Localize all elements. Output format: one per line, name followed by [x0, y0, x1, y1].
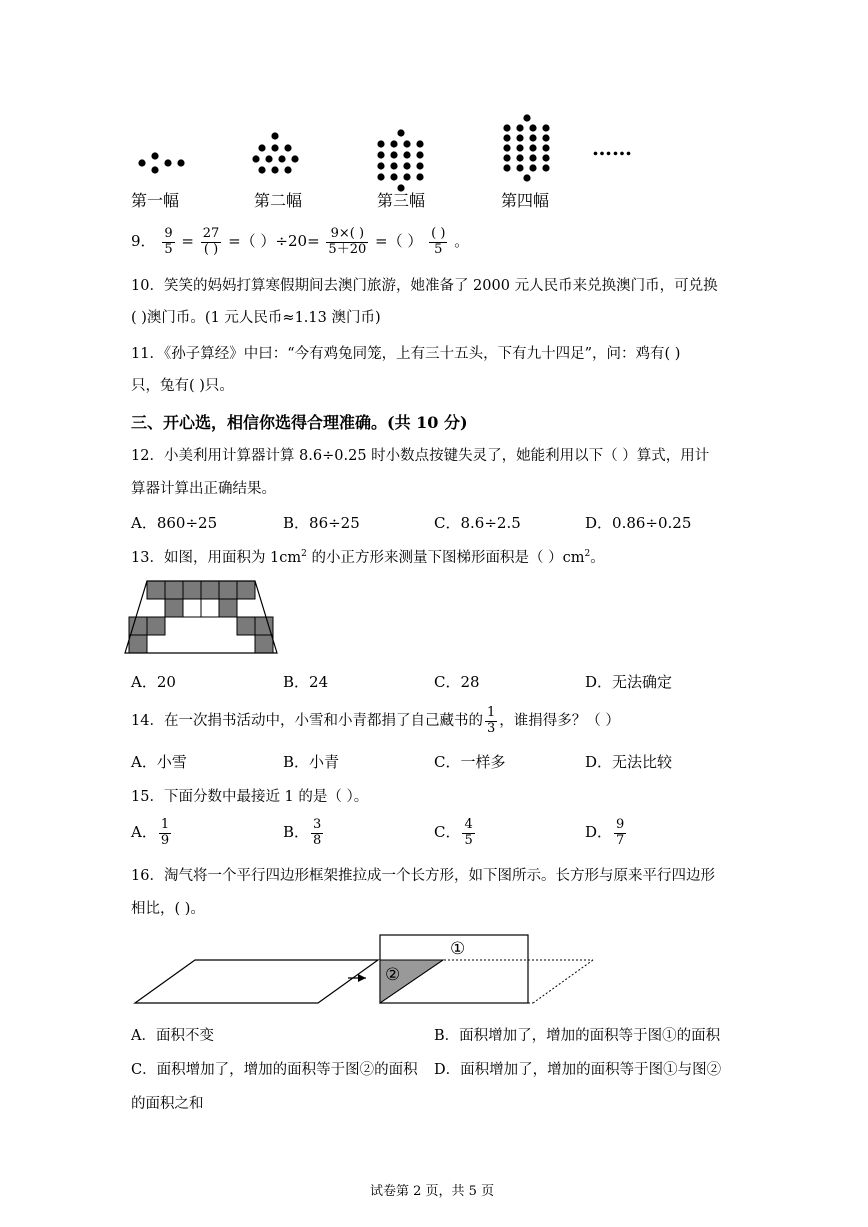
pattern-dot — [542, 124, 549, 131]
q13-option-a[interactable]: A．20 — [131, 673, 176, 691]
q16-option-c[interactable]: C．面积增加了，增加的面积等于图②的面积 — [131, 1062, 418, 1078]
pattern-dot — [529, 134, 536, 141]
grid-square — [219, 599, 237, 617]
pattern-dot — [416, 162, 423, 169]
q15-option-b[interactable]: B． $\frac{3}{8}$ — [283, 816, 322, 848]
grid-square — [237, 617, 255, 635]
pattern-dot — [529, 144, 536, 151]
pattern-dot — [390, 162, 397, 169]
pattern-dot — [377, 151, 384, 158]
question-14: 14．在一次捐书活动中，小雪和小青都捐了自己藏书的 $\frac{1}{3}$ ，谁捐得多？（ ） — [131, 704, 620, 736]
q14-option-d[interactable]: D．无法比较 — [585, 753, 673, 771]
pattern-dot — [258, 166, 265, 173]
section-3-heading: 三、开心选，相信你选得合理准确。(共 10 分) — [131, 413, 468, 432]
pattern-dot — [503, 124, 510, 131]
question-12-line1: 12．小美利用计算器计算 8.6÷0.25 时小数点按键失灵了，她能利用以下（ ）算式，用计 — [131, 448, 710, 464]
pattern-dot — [516, 154, 523, 161]
grid-square — [201, 599, 219, 617]
pattern-dot — [542, 154, 549, 161]
mark-2: ② — [385, 965, 401, 985]
grid-square — [219, 581, 237, 599]
pattern-dot — [416, 140, 423, 147]
grid-square — [165, 599, 183, 617]
grid-square — [255, 635, 273, 653]
q16-option-a[interactable]: A．面积不变 — [131, 1028, 214, 1044]
pattern-dot — [529, 164, 536, 171]
pattern-ellipsis: …… — [592, 136, 632, 160]
pattern-dot — [503, 164, 510, 171]
q15-option-a[interactable]: A． $\frac{1}{9}$ — [131, 816, 170, 848]
pattern-label-3: 第三幅 — [377, 191, 426, 210]
fraction-9-5: $\frac{9}{5}$ — [164, 225, 173, 257]
pattern-dot — [397, 129, 404, 136]
pattern-dot — [542, 164, 549, 171]
pattern-dot — [403, 173, 410, 180]
dot-pattern-figure — [0, 0, 868, 200]
pattern-dot — [151, 152, 158, 159]
grid-square — [201, 581, 219, 599]
pattern-dot — [284, 144, 291, 151]
pattern-dot — [529, 124, 536, 131]
grid-square — [147, 581, 165, 599]
pattern-dot — [542, 144, 549, 151]
pattern-dot — [390, 151, 397, 158]
pattern-dot — [138, 159, 145, 166]
pattern-label-1: 第一幅 — [131, 191, 180, 210]
pattern-dot — [503, 154, 510, 161]
grid-square — [183, 581, 201, 599]
pattern-label-2: 第二幅 — [254, 191, 303, 210]
q12-option-a[interactable]: A．860÷25 — [131, 514, 218, 532]
pattern-dot — [503, 144, 510, 151]
pattern-dot — [278, 155, 285, 162]
grid-square — [129, 635, 147, 653]
pattern-dot — [516, 124, 523, 131]
pattern-dot — [403, 151, 410, 158]
q15-option-d[interactable]: D． $\frac{9}{7}$ — [585, 816, 625, 848]
pattern-dot — [503, 134, 510, 141]
question-16-line2: 相比，( )。 — [131, 901, 205, 917]
pattern-dot — [271, 132, 278, 139]
pattern-dot — [403, 140, 410, 147]
pattern-dot — [516, 144, 523, 151]
pattern-dot — [284, 166, 291, 173]
pattern-dot — [523, 174, 530, 181]
pattern-dot — [377, 162, 384, 169]
q12-option-c[interactable]: C．8.6÷2.5 — [434, 514, 521, 532]
q14-option-c[interactable]: C．一样多 — [434, 753, 506, 771]
q14-option-a[interactable]: A．小雪 — [131, 753, 187, 771]
page-footer: 试卷第 2 页，共 5 页 — [370, 1184, 495, 1199]
pattern-dot — [416, 151, 423, 158]
q16-option-d[interactable]: D．面积增加了，增加的面积等于图①与图② — [434, 1062, 722, 1078]
question-15: 15．下面分数中最接近 1 的是（ ）。 — [131, 789, 369, 805]
q12-option-d[interactable]: D．0.86÷0.25 — [585, 514, 692, 532]
pattern-dot — [523, 114, 530, 121]
pattern-dot — [377, 173, 384, 180]
grid-square — [165, 581, 183, 599]
pattern-dot — [403, 162, 410, 169]
q13-option-d[interactable]: D．无法确定 — [585, 673, 673, 691]
pattern-dot — [271, 166, 278, 173]
grid-square — [237, 581, 255, 599]
q15-option-c[interactable]: C． $\frac{4}{5}$ — [434, 816, 473, 848]
pattern-dot — [529, 154, 536, 161]
question-9: 9． $\frac{9}{5}$ = 27 ( ) =（ ）÷20= $\frac{9\times( )}{5+20}$ =（ ） ( ) 5 。 — [131, 225, 470, 257]
q16-option-b[interactable]: B．面积增加了，增加的面积等于图①的面积 — [434, 1028, 721, 1044]
pattern-dot — [265, 155, 272, 162]
fraction-9x-blank: $\frac{9\times( )}{5+20}$ — [328, 225, 367, 257]
q13-option-c[interactable]: C．28 — [434, 673, 480, 691]
fraction-one-third: $\frac{1}{3}$ — [486, 704, 496, 736]
q12-option-b[interactable]: B．86÷25 — [283, 514, 360, 532]
question-12-line2: 算器计算出正确结果。 — [131, 481, 276, 497]
pattern-dot — [177, 159, 184, 166]
fraction-blank-5: ( ) 5 — [431, 225, 446, 257]
pattern-label-4: 第四幅 — [501, 191, 550, 210]
pattern-dot — [164, 159, 171, 166]
q16-option-d-cont: 的面积之和 — [131, 1096, 204, 1112]
q13-option-b[interactable]: B．24 — [283, 673, 329, 691]
parallelogram-rectangle-figure — [130, 932, 610, 1012]
pattern-dot — [271, 144, 278, 151]
pattern-dot — [390, 173, 397, 180]
pattern-dot — [542, 134, 549, 141]
pattern-dot — [390, 140, 397, 147]
question-16-line1: 16．淘气将一个平行四边形框架推拉成一个长方形，如下图所示。长方形与原来平行四边形 — [131, 868, 715, 884]
pattern-dot — [151, 166, 158, 173]
trapezoid-grid-figure — [130, 578, 260, 654]
pattern-dot — [516, 164, 523, 171]
pattern-dot — [252, 155, 259, 162]
grid-square — [147, 617, 165, 635]
question-10-line1: 10．笑笑的妈妈打算寒假期间去澳门旅游，她准备了 2000 元人民币来兑换澳门币，可兑换 — [131, 278, 718, 294]
pattern-dot — [291, 155, 298, 162]
mark-1: ① — [450, 939, 466, 959]
fraction-27-blank: 27 ( ) — [202, 225, 220, 257]
question-11-line2: 只，兔有( )只。 — [131, 378, 234, 394]
pattern-dot — [416, 173, 423, 180]
question-11-line1: 11．《孙子算经》中曰：“今有鸡兔同笼，上有三十五头，下有九十四足”，问：鸡有( ) — [131, 346, 681, 362]
grid-square — [183, 599, 201, 617]
question-13: 13．如图，用面积为 $1cm^2$ 的小正方形来测量下图梯形面积是（ ）$cm^2$。 — [131, 549, 605, 566]
question-10-line2: ( )澳门币。(1 元人民币≈1.13 澳门币) — [131, 310, 381, 326]
pattern-dot — [377, 140, 384, 147]
q14-option-b[interactable]: B．小青 — [283, 753, 340, 771]
pattern-dot — [258, 144, 265, 151]
pattern-dot — [516, 134, 523, 141]
